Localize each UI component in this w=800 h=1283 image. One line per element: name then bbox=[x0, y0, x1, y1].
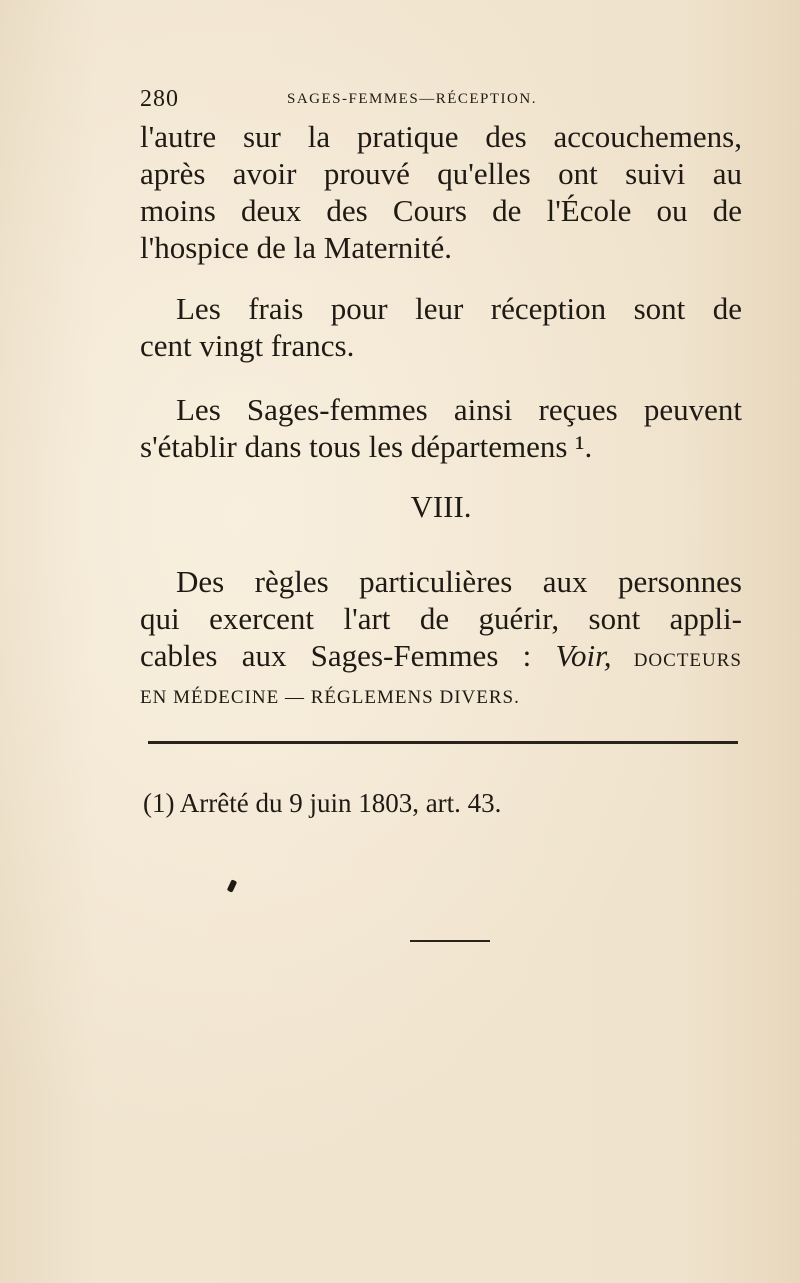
text-line: Des règles particulières aux personnes bbox=[176, 564, 742, 599]
end-rule bbox=[410, 940, 490, 942]
text-line: l'hospice de la Maternité. bbox=[140, 230, 453, 265]
cross-reference-line: EN MÉDECINE — RÉGLEMENS DIVERS. bbox=[140, 687, 520, 708]
paragraph-2 bbox=[140, 290, 742, 364]
footnote: (1) Arrêté du 9 juin 1803, art. 43. bbox=[143, 788, 502, 818]
paragraph-4 bbox=[140, 563, 742, 716]
ink-speck bbox=[227, 879, 238, 892]
text-line: moins deux des Cours de l'École ou de bbox=[140, 193, 742, 228]
text-line: cent vingt francs. bbox=[140, 328, 355, 363]
text-line: après avoir prouvé qu'elles ont suivi au bbox=[140, 156, 742, 191]
page-header bbox=[140, 86, 660, 110]
text-line-with-reference bbox=[140, 637, 742, 679]
text-line: s'établir dans tous les départemens ¹. bbox=[140, 429, 593, 464]
text-line: qui exercent l'art de guérir, sont appli- bbox=[140, 601, 742, 636]
text-line: Les frais pour leur réception sont de bbox=[176, 291, 742, 326]
voir-reference: Voir, bbox=[555, 638, 612, 673]
paragraph-1 bbox=[140, 118, 742, 266]
page-number: 280 bbox=[140, 86, 179, 112]
text-line: l'autre sur la pratique des accouchemens, bbox=[140, 119, 742, 154]
cross-reference-caps: DOCTEURS bbox=[611, 650, 742, 671]
text-line: Les Sages-femmes ainsi reçues peuvent bbox=[176, 392, 742, 427]
paragraph-3 bbox=[140, 391, 742, 465]
running-head: SAGES-FEMMES—RÉCEPTION. bbox=[287, 91, 537, 107]
text-fragment: cables aux Sages-Femmes : bbox=[140, 638, 556, 673]
section-heading: VIII. bbox=[410, 489, 472, 524]
footnote-rule bbox=[148, 741, 738, 744]
